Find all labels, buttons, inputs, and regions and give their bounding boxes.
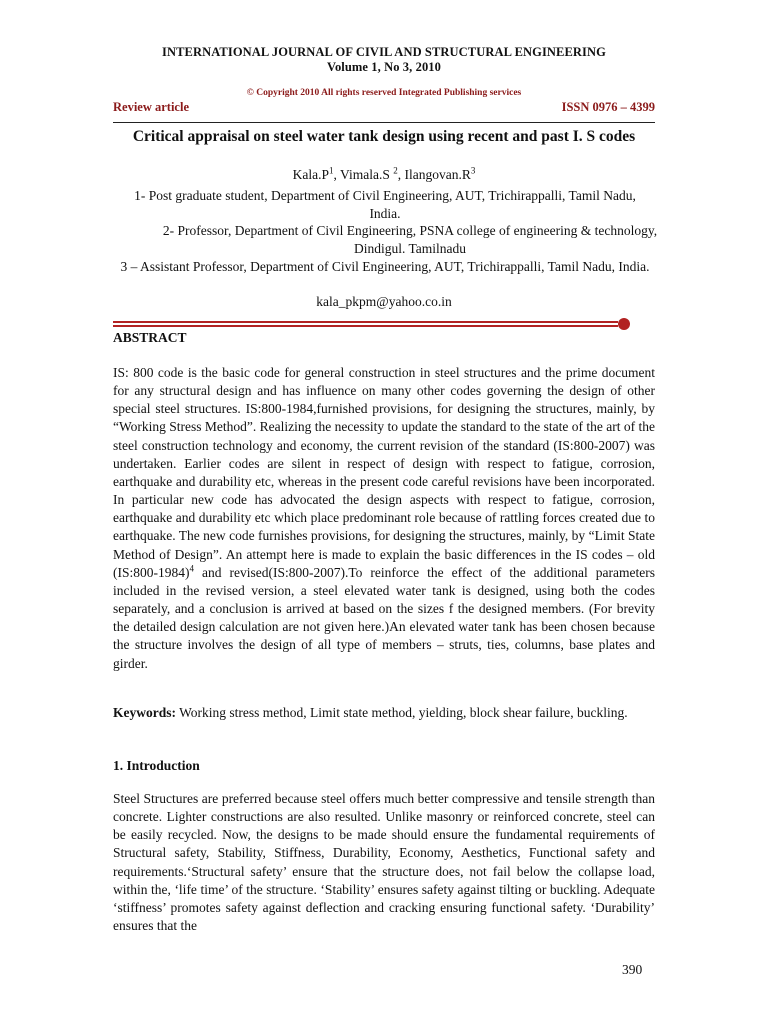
affiliation-1: 1- Post graduate student, Department of Civil Engineering, AUT, Trichirappalli, Tamil Nadu, India.: [134, 188, 636, 221]
keywords-paragraph: [113, 704, 655, 722]
author-3: Ilangovan.R: [404, 167, 471, 182]
abstract-text-b: and revised(IS:800-2007).To reinforce the effect of the additional parameters included in the revised version, a steel elevated water tank is designed, using both the codes separately, and a conclusion is arrived at based on the sizes f the designed members. (For brevity the detailed design calculation are not given here.)An elevated water tank has been chosen because the structure involves the design of all type of members – struts, ties, columns, base plates and girder.: [113, 564, 655, 671]
decorative-red-rule: [113, 321, 623, 327]
article-type: Review article: [113, 100, 190, 114]
journal-header: [0, 45, 768, 75]
introduction-heading: 1. Introduction: [113, 758, 200, 773]
author-sep-2: ,: [397, 167, 405, 182]
keywords-text: Working stress method, Limit state method, yielding, block shear failure, buckling.: [176, 705, 628, 720]
author-email: kala_pkpm@yahoo.co.in: [316, 294, 452, 309]
journal-name: INTERNATIONAL JOURNAL OF CIVIL AND STRUCTURAL ENGINEERING: [162, 45, 606, 59]
author-1: Kala.P: [292, 167, 330, 182]
red-rule-line-bottom: [113, 325, 618, 327]
paper-title: Critical appraisal on steel water tank design using recent and past I. S codes: [132, 128, 636, 145]
introduction-paragraph: Steel Structures are preferred because steel offers much better compressive and tensile strength than concrete. Lighter constructions are also resulted. Unlike masonry or reinforced concrete, steel can be easily recycled. Now, the designs to be made should ensure the fundamental requirements of Structural safety, Stability, Stiffness, Durability, Economy, Aesthetics, Functional safety and requirements.‘Structural safety’ ensure that the structure does, not fail below the collapse load, within the, ‘life time’ of the structure. ‘Stability’ ensures safety against tilting or buckling. Adequate ‘stiffness’ promotes safety against deflection and cracking ensuring functional safety. ‘Durability’ ensures that the: [113, 791, 655, 934]
keywords-label: Keywords:: [113, 705, 176, 720]
page-number: 390: [622, 962, 643, 977]
red-rule-line-top: [113, 321, 618, 323]
abstract-text-a: IS: 800 code is the basic code for general construction in steel structures and the prime document for any structural design and has influence on many other codes governing the design of other special steel structures. IS:800-1984,furnished provisions, for designing the structures, mainly, by “Working Stress Method”. Realizing the necessity to update the standard to the state of the art of the steel construction technology and economy, the current revision of the standard (IS:800-2007) was undertaken. Earlier codes are silent in respect of design with respect to fatigue, corrosion, earthquake and durability etc, whereas in the present code careful revisions have been incorporated. In particular new code has advocated the design aspects with respect to fatigue, corrosion, earthquake and durability etc which place predominant role because of rattling forces created due to earthquake. The new code furnishes provisions, for designing the structures, mainly, by “Limit State Method of Design”. An attempt here is made to explain the basic differences in the IS codes – old (IS:800-1984): [113, 365, 655, 580]
article-meta-row: [113, 100, 655, 116]
author-1-sup: 1: [329, 165, 334, 176]
abstract-ref-sup: 4: [189, 563, 194, 574]
author-2-sup: 2: [393, 165, 398, 176]
author-sep-1: ,: [333, 167, 341, 182]
affiliation-3: 3 – Assistant Professor, Department of Civil Engineering, AUT, Trichirappalli, Tamil Nadu, India.: [120, 259, 650, 274]
affiliation-2: 2- Professor, Department of Civil Engineering, PSNA college of engineering & technology, Dindigul. Tamilnadu: [162, 223, 658, 256]
red-rule-dot: [618, 318, 630, 330]
header-divider: [113, 122, 655, 123]
author-2: Vimala.S: [340, 167, 394, 182]
copyright-line: © Copyright 2010 All rights reserved Integrated Publishing services: [246, 88, 522, 98]
journal-volume: Volume 1, No 3, 2010: [326, 60, 442, 74]
issn: ISSN 0976 – 4399: [561, 100, 655, 114]
abstract-paragraph: [113, 364, 655, 673]
abstract-heading: ABSTRACT: [113, 330, 187, 345]
author-list: [113, 166, 655, 184]
author-3-sup: 3: [470, 165, 476, 176]
